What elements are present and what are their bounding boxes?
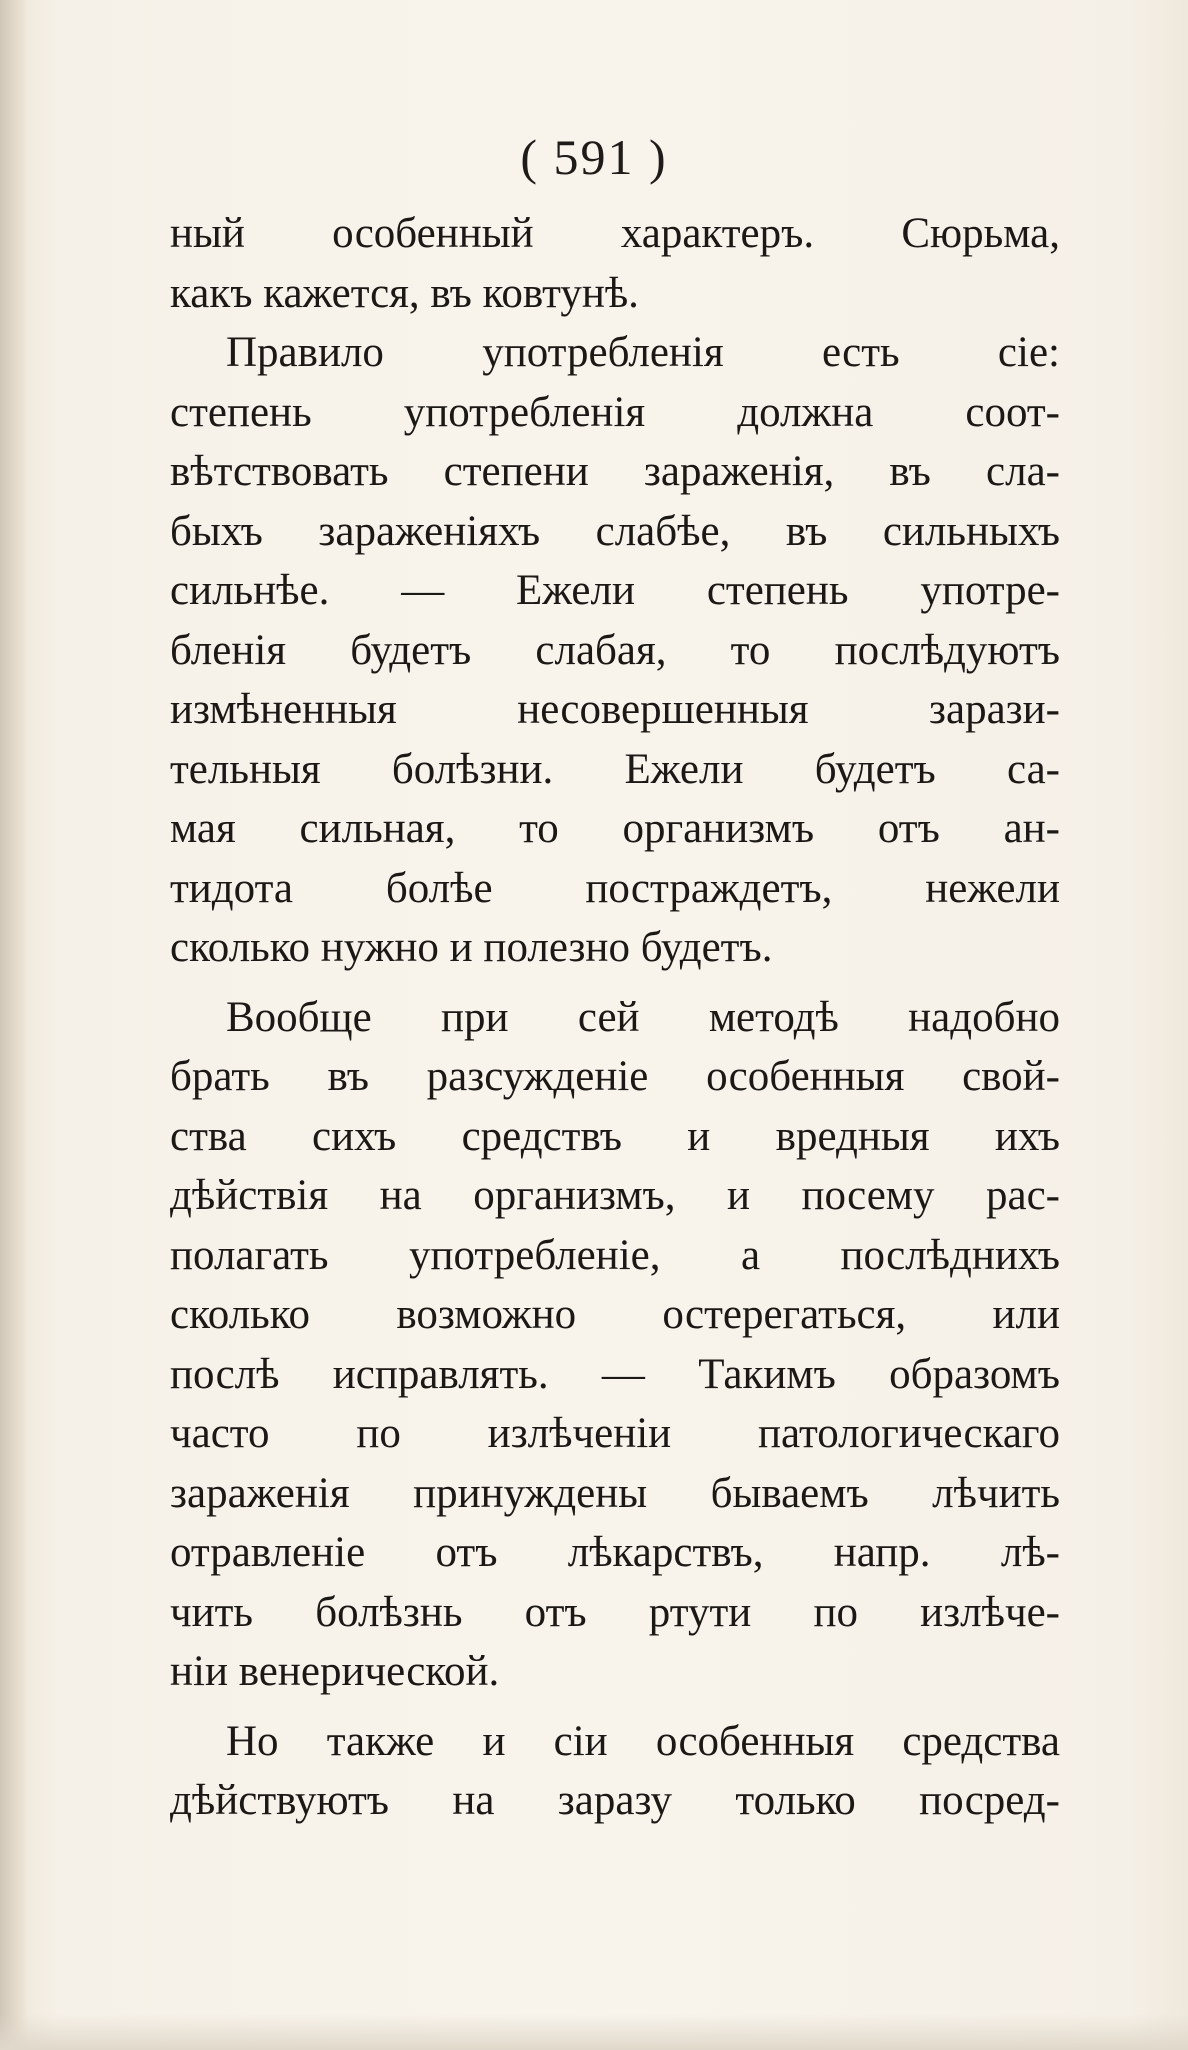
page-number: ( 591 ) <box>520 129 668 185</box>
text-line: чить болѣзнь отъ ртути по излѣче- <box>170 1588 1060 1636</box>
text-line: сколько возможно остерегаться, или <box>170 1291 1060 1338</box>
text-line: послѣ исправлять. — Такимъ образомъ <box>170 1350 1060 1398</box>
text-line: зараженія принуждены бываемъ лѣчить <box>170 1469 1060 1517</box>
text-line: сильнѣе. — Ежели степень употре- <box>170 567 1060 614</box>
text-line: ства сихъ средствъ и вредныя ихъ <box>170 1112 1060 1160</box>
text-line: тельныя болѣзни. Ежели будетъ са- <box>170 745 1060 793</box>
text-line: степень употребленія должна соот- <box>170 388 1060 436</box>
text-line: тидота болѣе постраждетъ, нежели <box>170 864 1060 912</box>
text-line: Вообще при сей методѣ надобно <box>226 993 1060 1041</box>
text-line: брать въ разсужденіе особенныя свой- <box>170 1053 1060 1100</box>
text-line: отравленіе отъ лѣкарствъ, напр. лѣ- <box>170 1529 1060 1576</box>
paragraph-gap <box>170 1702 1060 1712</box>
text-line: Но также и сіи особенныя средства <box>226 1717 1060 1765</box>
paragraph-gap <box>170 978 1060 988</box>
text-line: вѣтствовать степени зараженія, въ сла- <box>170 448 1060 495</box>
text-line: дѣйствуютъ на заразу только посред- <box>170 1777 1060 1824</box>
text-line: измѣненныя несовершенныя зарази- <box>170 686 1060 733</box>
text-line: мая сильная, то организмъ отъ ан- <box>170 805 1060 852</box>
text-line: ніи венерической. <box>170 1648 500 1695</box>
text-line: ный особенный характеръ. Сюрьма, <box>170 210 1060 257</box>
text-line: быхъ зараженіяхъ слабѣе, въ сильныхъ <box>170 507 1060 555</box>
text-line: сколько нужно и полезно будетъ. <box>170 924 773 971</box>
text-line: Правило употребленія есть сіе: <box>226 329 1060 376</box>
text-line: какъ кажется, въ ковтунѣ. <box>170 269 639 317</box>
body-text <box>170 204 1060 1831</box>
text-line: полагать употребленіе, а послѣднихъ <box>170 1231 1060 1279</box>
text-line: дѣйствія на организмъ, и посему рас- <box>170 1172 1060 1219</box>
page-bottom-shadow <box>0 2014 1188 2050</box>
text-line: бленія будетъ слабая, то послѣдуютъ <box>170 626 1060 674</box>
page-edge-shadow <box>0 0 28 2050</box>
text-line: часто по излѣченіи патологическаго <box>170 1410 1060 1457</box>
